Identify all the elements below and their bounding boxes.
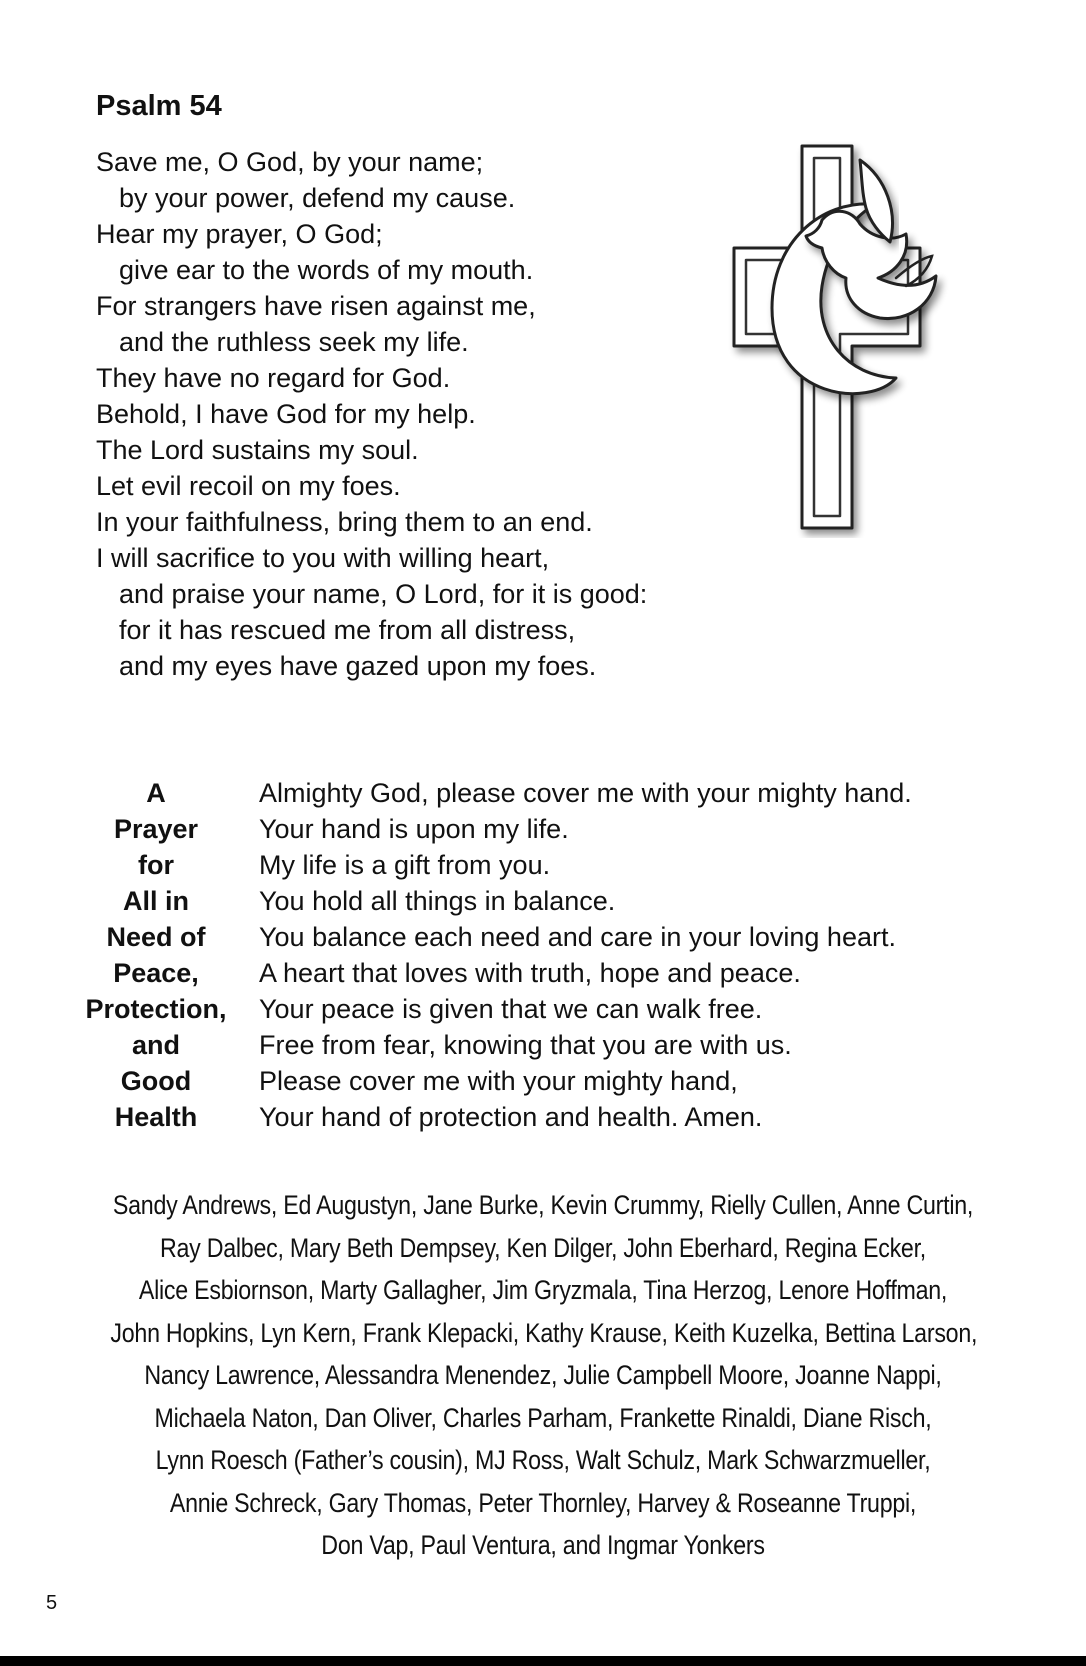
prayer-line: Your hand is upon my life. [259, 814, 569, 844]
cross-with-dove-icon [710, 138, 980, 538]
psalm-line: Hear my prayer, O God; [96, 219, 383, 249]
prayer-title-line: and [131, 1030, 180, 1060]
names-line: Lynn Roesch (Father’s cousin), MJ Ross, Walt Schulz, Mark Schwarzmueller, [155, 1445, 931, 1475]
names-line: Sandy Andrews, Ed Augustyn, Jane Burke, Kevin Crummy, Rielly Cullen, Anne Curtin, [112, 1190, 974, 1220]
prayer-line: Almighty God, please cover me with your mighty hand. [259, 778, 912, 808]
prayer-line: You hold all things in balance. [259, 886, 616, 916]
names-line: Alice Esbiornson, Marty Gallagher, Jim Gryzmala, Tina Herzog, Lenore Hoffman, [138, 1275, 948, 1305]
prayer-title [72, 775, 240, 1135]
prayer-line: Please cover me with your mighty hand, [259, 1066, 738, 1096]
psalm-line: and praise your name, O Lord, for it is good: [119, 579, 648, 609]
psalm-line: and the ruthless seek my life. [119, 327, 469, 357]
psalm-line: by your power, defend my cause. [119, 183, 516, 213]
psalm-text [96, 144, 647, 684]
prayer-line: Your peace is given that we can walk free. [259, 994, 763, 1024]
prayer-line: My life is a gift from you. [259, 850, 551, 880]
psalm-line: For strangers have risen against me, [96, 291, 536, 321]
psalm-line: Save me, O God, by your name; [96, 147, 484, 177]
prayer-line: You balance each need and care in your loving heart. [259, 922, 896, 952]
psalm-line: In your faithfulness, bring them to an end. [96, 507, 593, 537]
prayer-title-line: for [138, 850, 174, 880]
names-line: Don Vap, Paul Ventura, and Ingmar Yonkers [321, 1530, 765, 1560]
psalm-line: Let evil recoil on my foes. [96, 471, 401, 501]
names-line: Annie Schreck, Gary Thomas, Peter Thornley, Harvey & Roseanne Truppi, [169, 1487, 917, 1518]
psalm-line: and my eyes have gazed upon my foes. [119, 651, 597, 681]
psalm-line: I will sacrifice to you with willing heart, [96, 543, 550, 573]
prayer-title-line: Protection, [85, 994, 227, 1024]
prayer-names-list [40, 1184, 1046, 1567]
prayer-line: Your hand of protection and health. Amen. [259, 1102, 763, 1132]
prayer-title-line: A [146, 778, 166, 808]
psalm-line: give ear to the words of my mouth. [119, 255, 534, 285]
names-line: Nancy Lawrence, Alessandra Menendez, Julie Campbell Moore, Joanne Nappi, [144, 1360, 942, 1390]
prayer-title-line: Good [120, 1066, 192, 1096]
prayer-title-line: Prayer [113, 814, 199, 844]
psalm-line: The Lord sustains my soul. [96, 435, 419, 465]
prayer-title-line: Peace, [113, 958, 199, 988]
prayer-text [259, 775, 912, 1135]
psalm-line: Behold, I have God for my help. [96, 399, 476, 429]
prayer-title-line: Need of [106, 922, 206, 952]
names-line: John Hopkins, Lyn Kern, Frank Klepacki, Kathy Krause, Keith Kuzelka, Bettina Larson, [110, 1317, 978, 1348]
names-line: Michaela Naton, Dan Oliver, Charles Parham, Frankette Rinaldi, Diane Risch, [154, 1402, 932, 1433]
prayer-line: A heart that loves with truth, hope and peace. [259, 958, 801, 988]
psalm-line: They have no regard for God. [96, 363, 451, 393]
prayer-line: Free from fear, knowing that you are with us. [259, 1030, 792, 1060]
bottom-divider [0, 1656, 1086, 1666]
prayer-title-line: Health [114, 1102, 198, 1132]
names-line: Ray Dalbec, Mary Beth Dempsey, Ken Dilger, John Eberhard, Regina Ecker, [160, 1232, 926, 1263]
psalm-line: for it has rescued me from all distress, [119, 615, 576, 645]
page-number: 5 [46, 1592, 58, 1614]
prayer-title-line: All in [123, 886, 189, 916]
psalm-title: Psalm 54 [96, 90, 222, 122]
